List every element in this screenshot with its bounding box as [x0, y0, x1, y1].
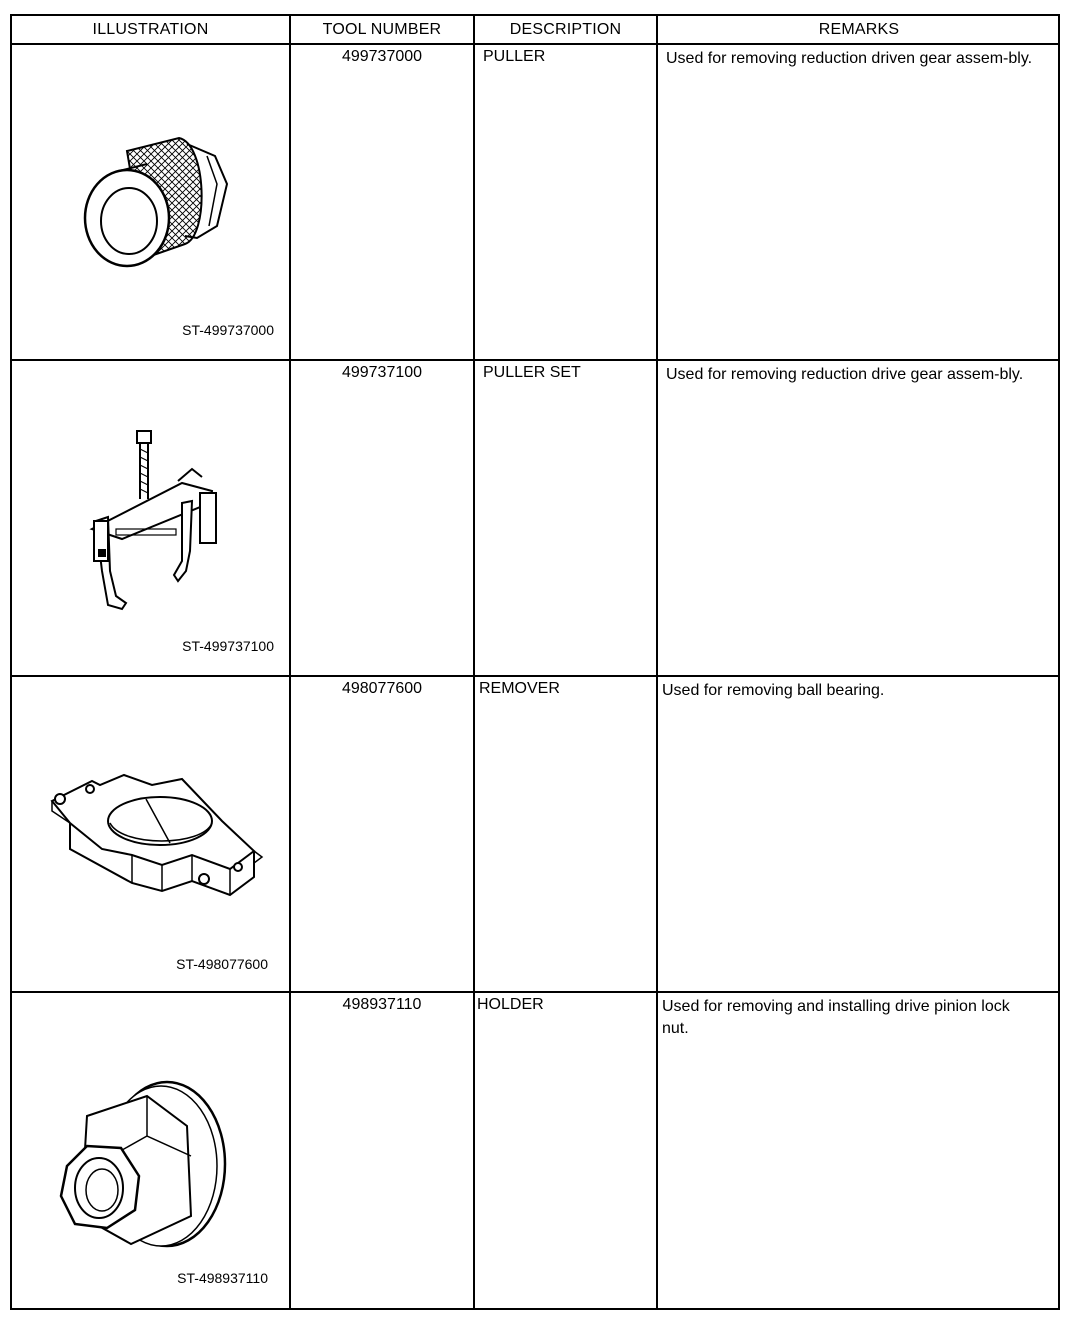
row-divider: [12, 359, 1058, 361]
illustration-label: ST-498937110: [177, 1270, 268, 1286]
description: HOLDER: [477, 996, 544, 1013]
illustration-label: ST-498077600: [176, 956, 268, 972]
hex-holder-icon: [47, 1076, 247, 1261]
tool-number: 498937110: [342, 996, 422, 1013]
bearing-remover-icon: [42, 751, 267, 921]
illustration-label: ST-499737000: [182, 322, 274, 338]
header-remarks: REMARKS: [818, 21, 900, 38]
header-tool-number: TOOL NUMBER: [322, 21, 442, 38]
remarks: Used for removing and installing drive pinion lock nut.: [662, 998, 1010, 1037]
description: PULLER: [483, 48, 546, 65]
remarks: Used for removing reduction driven gear assem-bly.: [666, 50, 1033, 67]
tool-number: 498077600: [341, 680, 423, 697]
column-divider: [473, 16, 475, 1308]
tool-number: 499737000: [341, 48, 423, 65]
header-divider: [12, 43, 1058, 45]
row-divider: [12, 991, 1058, 993]
description: REMOVER: [479, 680, 560, 697]
knurled-puller-icon: [67, 126, 237, 276]
column-divider: [656, 16, 658, 1308]
row-divider: [12, 675, 1058, 677]
puller-set-icon: [82, 421, 232, 611]
remarks: Used for removing ball bearing.: [662, 682, 885, 699]
remarks: Used for removing reduction drive gear assem-bly.: [666, 366, 1024, 383]
illustration-label: ST-499737100: [182, 638, 274, 654]
header-description: DESCRIPTION: [509, 21, 622, 38]
description: PULLER SET: [483, 364, 581, 381]
column-divider: [289, 16, 291, 1308]
tool-number: 499737100: [341, 364, 423, 381]
header-illustration: ILLUSTRATION: [92, 21, 209, 38]
special-tools-table: [10, 14, 1060, 1310]
